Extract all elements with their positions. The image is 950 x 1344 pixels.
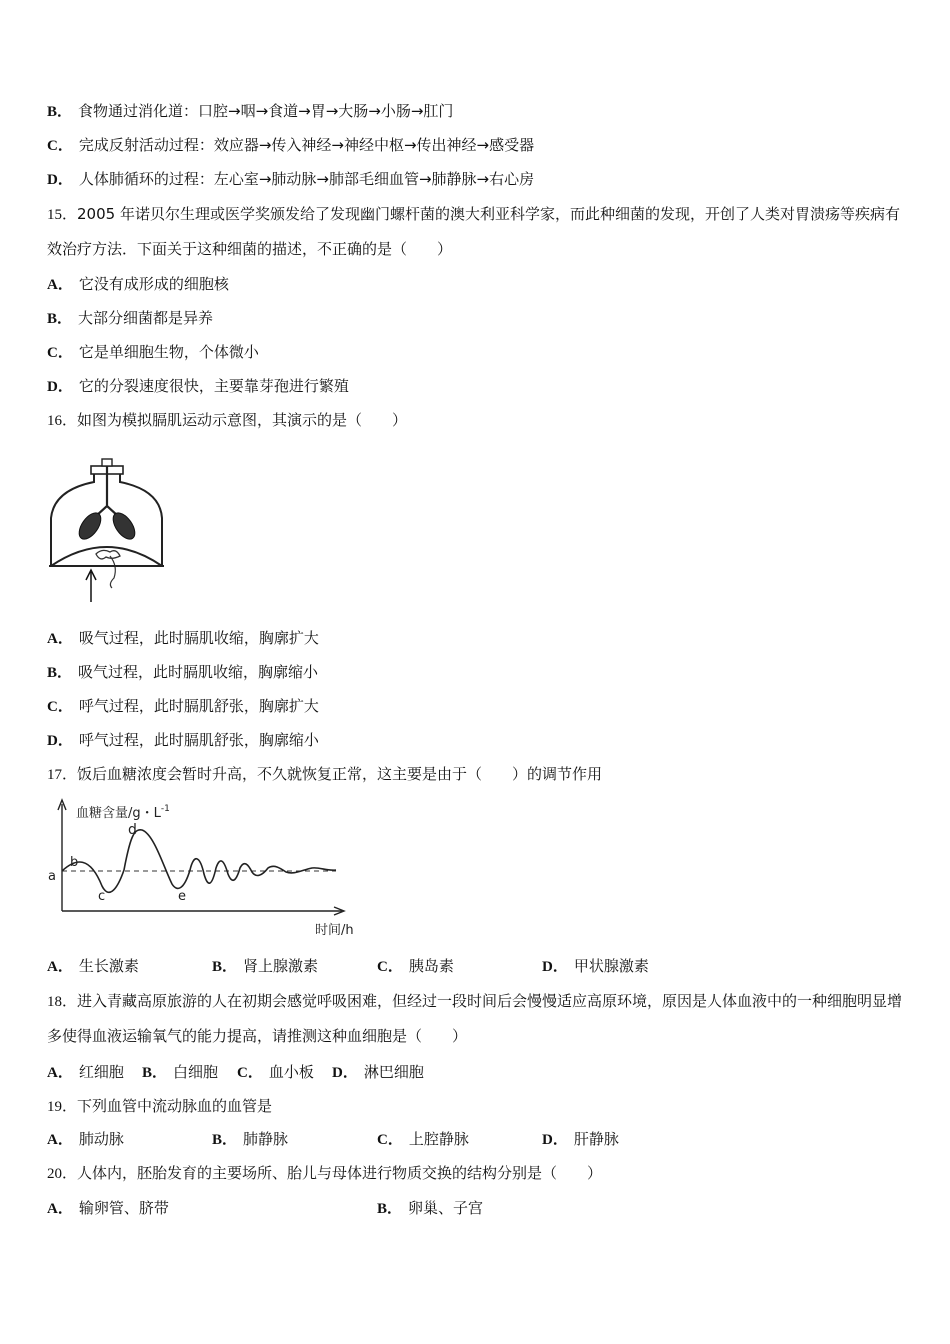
option-text: 食物通过消化道：口腔→咽→食道→胃→大肠→小肠→肛门: [78, 102, 454, 120]
question-text: 人体内，胚胎发育的主要场所、胎儿与母体进行物质交换的结构分别是（ ）: [77, 1164, 603, 1182]
q19-option-c: [377, 1129, 469, 1150]
option-label: D．: [542, 959, 568, 975]
q16-stem: [47, 410, 407, 431]
option-label: B．: [47, 311, 73, 327]
q17-option-d: [542, 956, 649, 977]
question-text: 进入青藏高原旅游的人在初期会感觉呼吸困难，但经过一段时间后会慢慢适应高原环境，原因是人体血液中的一种细胞明显增多使得血液运输氧气的能力提高，请推测这种血细胞是（ ）: [47, 992, 903, 1045]
option-label: C．: [47, 345, 73, 361]
q14-option-b: [47, 101, 453, 122]
option-label: C．: [377, 959, 403, 975]
q14-option-d: [47, 169, 534, 190]
point-a-label: a: [48, 869, 56, 884]
q17-option-a: [47, 956, 139, 977]
question-number: 16．: [47, 413, 78, 429]
y-axis-label: 血糖含量/g・$L^{-1}$: [76, 804, 170, 821]
q19-option-d: [542, 1129, 619, 1150]
q19-options: [47, 1129, 907, 1149]
option-text: 肺静脉: [243, 1130, 289, 1148]
q18-option-c: [237, 1062, 314, 1083]
point-b-label: b: [70, 855, 79, 870]
option-label: B．: [47, 104, 73, 120]
question-number: 19．: [47, 1099, 78, 1115]
q20-option-b: [377, 1198, 483, 1219]
option-label: B．: [212, 959, 238, 975]
option-text: 完成反射活动过程：效应器→传入神经→神经中枢→传出神经→感受器: [78, 136, 535, 154]
q18-option-b: [142, 1062, 218, 1083]
option-text: 白细胞: [173, 1063, 219, 1081]
question-text: 下列血管中流动脉血的血管是: [77, 1097, 273, 1115]
q19-stem: [47, 1096, 272, 1117]
option-text: 呼气过程，此时膈肌舒张，胸廓扩大: [78, 697, 319, 715]
x-axis-label: 时间/h: [315, 923, 354, 938]
option-label: D．: [47, 379, 73, 395]
option-text: 输卵管、脐带: [78, 1199, 169, 1217]
option-label: A．: [47, 277, 73, 293]
q15-option-c: [47, 342, 259, 363]
q16-option-b: [47, 662, 318, 683]
q20-option-a: [47, 1198, 169, 1219]
q17-option-b: [212, 956, 318, 977]
q15-stem: [47, 197, 907, 266]
option-label: C．: [47, 138, 73, 154]
q17-stem: [47, 764, 602, 785]
question-text: 如图为模拟膈肌运动示意图，其演示的是（ ）: [77, 411, 408, 429]
option-text: 胰岛素: [408, 957, 454, 975]
option-label: C．: [237, 1065, 263, 1081]
q19-option-a: [47, 1129, 124, 1150]
option-label: B．: [377, 1201, 403, 1217]
option-label: D．: [332, 1065, 358, 1081]
option-label: A．: [47, 631, 73, 647]
option-text: 生长激素: [78, 957, 139, 975]
point-e-label: e: [178, 889, 186, 904]
q20-stem: [47, 1163, 602, 1184]
option-text: 肝静脉: [573, 1130, 619, 1148]
q15-option-d: [47, 376, 349, 397]
diaphragm-model-figure: [44, 456, 168, 606]
q15-option-a: [47, 274, 229, 295]
option-label: D．: [542, 1132, 568, 1148]
option-text: 吸气过程，此时膈肌收缩，胸廓扩大: [78, 629, 319, 647]
option-text: 卵巢、子宫: [408, 1199, 484, 1217]
question-text: 2005 年诺贝尔生理或医学奖颁发给了发现幽门螺杆菌的澳大利亚科学家，而此种细菌的发现，开创了人类对胃溃疡等疾病有效治疗方法．下面关于这种细菌的描述，不正确的是（ ）: [47, 205, 900, 258]
question-number: 20．: [47, 1166, 78, 1182]
blood-sugar-graph: [44, 798, 364, 943]
option-label: A．: [47, 1132, 73, 1148]
question-number: 15．: [47, 207, 78, 223]
option-text: 它是单细胞生物，个体微小: [78, 343, 259, 361]
option-text: 吸气过程，此时膈肌收缩，胸廓缩小: [78, 663, 319, 681]
option-label: A．: [47, 1201, 73, 1217]
q17-options: [47, 956, 907, 976]
point-d-label: d: [128, 822, 137, 838]
option-text: 上腔静脉: [408, 1130, 469, 1148]
q16-option-c: [47, 696, 319, 717]
option-text: 肺动脉: [78, 1130, 124, 1148]
option-text: 红细胞: [78, 1063, 124, 1081]
q20-options: [47, 1198, 907, 1218]
question-number: 17．: [47, 767, 78, 783]
option-text: 它的分裂速度很快，主要靠芽孢进行繁殖: [78, 377, 349, 395]
option-label: B．: [142, 1065, 168, 1081]
option-label: B．: [47, 665, 73, 681]
q16-option-d: [47, 730, 319, 751]
q14-option-c: [47, 135, 534, 156]
option-text: 血小板: [268, 1063, 314, 1081]
q18-option-d: [332, 1062, 424, 1083]
option-text: 甲状腺激素: [573, 957, 649, 975]
question-number: 18．: [47, 994, 78, 1010]
option-label: C．: [47, 699, 73, 715]
q17-option-c: [377, 956, 454, 977]
q19-option-b: [212, 1129, 288, 1150]
q18-options: [47, 1062, 447, 1082]
option-text: 呼气过程，此时膈肌舒张，胸廓缩小: [78, 731, 319, 749]
option-text: 大部分细菌都是异养: [78, 309, 214, 327]
option-label: B．: [212, 1132, 238, 1148]
q18-option-a: [47, 1062, 124, 1083]
q18-stem: [47, 984, 907, 1053]
option-label: A．: [47, 959, 73, 975]
option-text: 淋巴细胞: [363, 1063, 424, 1081]
blood-sugar-curve: [62, 830, 336, 893]
q16-option-a: [47, 628, 319, 649]
option-label: C．: [377, 1132, 403, 1148]
rubber-membrane: [51, 547, 162, 566]
q15-option-b: [47, 308, 213, 329]
option-text: 人体肺循环的过程：左心室→肺动脉→肺部毛细血管→肺静脉→右心房: [78, 170, 535, 188]
point-c-label: c: [98, 889, 106, 904]
option-text: 它没有成形成的细胞核: [78, 275, 229, 293]
option-text: 肾上腺激素: [243, 957, 319, 975]
left-balloon-lung: [75, 509, 105, 543]
option-label: A．: [47, 1065, 73, 1081]
right-balloon-lung: [109, 509, 139, 543]
option-label: D．: [47, 733, 73, 749]
stopper-cap: [102, 459, 112, 466]
question-text: 饭后血糖浓度会暂时升高，不久就恢复正常，这主要是由于（ ）的调节作用: [77, 765, 603, 783]
option-label: D．: [47, 172, 73, 188]
